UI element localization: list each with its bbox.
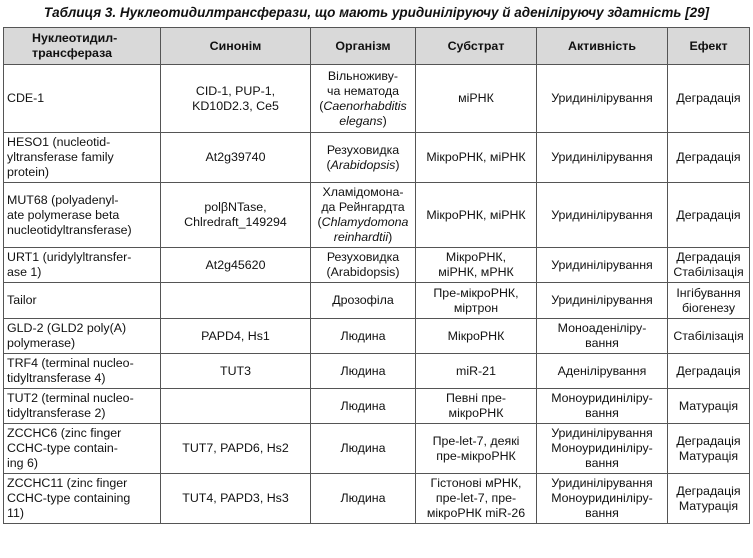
cell-line: tidyltransferase 2) [7, 406, 106, 420]
cell-line: Деградація [676, 483, 741, 498]
cell-line: yltransferase family [7, 150, 114, 164]
cell-line: біогенезу [681, 300, 736, 315]
cell-line: TRF4 (terminal nucleo- [7, 356, 134, 370]
cell-organism [311, 474, 416, 524]
cell-line: Резуховидка [326, 142, 400, 157]
cell-synonym [161, 319, 311, 354]
cell-line: Інгібування [676, 285, 741, 300]
table-caption: Таблиця 3. Нуклеотидилтрансферази, що мають уридинілірyючу й аденілірyючу здатність [29] [43, 5, 710, 20]
cell-line: HESO1 (nucleotid- [7, 135, 111, 149]
cell-line: МікроРНК, [445, 250, 507, 264]
cell-line: Людина [340, 363, 386, 378]
cell-line: Людина [340, 328, 386, 343]
cell-enzyme [4, 65, 161, 133]
cell-line: міртрон [453, 300, 499, 315]
cell-line: GLD-2 (GLD2 poly(A) [7, 321, 127, 335]
cell-synonym [161, 389, 311, 424]
cell-activity [537, 354, 668, 389]
cell-line: Матурація [678, 448, 739, 463]
table-row [4, 65, 750, 133]
cell-line: ZCCHC11 (zinc finger [7, 476, 128, 490]
cell-enzyme [4, 283, 161, 319]
cell-synonym [161, 65, 311, 133]
table-row [4, 133, 750, 183]
cell-line: міРНК, мРНК [438, 265, 514, 279]
cell-line: ase 1) [7, 265, 42, 279]
cell-organism [311, 248, 416, 283]
cell-activity [537, 65, 668, 133]
cell-line: Стабілізація [673, 265, 744, 279]
cell-organism [311, 354, 416, 389]
cell-enzyme [4, 183, 161, 248]
cell-synonym [161, 133, 311, 183]
cell-substrate [416, 183, 537, 248]
cell-substrate [416, 133, 537, 183]
nucleotidyltransferase-table [3, 27, 750, 524]
cell-effect [668, 65, 750, 133]
cell-enzyme [4, 133, 161, 183]
cell-activity [537, 474, 668, 524]
cell-line: Хламідомона- [322, 185, 404, 199]
cell-line: Пре-мікроРНК, [433, 285, 519, 300]
header-enzyme [4, 28, 161, 65]
cell-activity [537, 183, 668, 248]
cell-line: Уридинілірування [551, 207, 653, 222]
cell-line: вання [585, 406, 619, 420]
table-row [4, 319, 750, 354]
cell-line: вання [585, 506, 619, 520]
cell-activity [537, 424, 668, 474]
cell-substrate [416, 424, 537, 474]
cell-line: ) [382, 113, 387, 128]
cell-organism [311, 424, 416, 474]
cell-line: Уридинілірування [551, 91, 653, 105]
cell-line: вання [585, 456, 619, 470]
cell-organism [311, 319, 416, 354]
header-effect: Ефект [668, 28, 750, 65]
cell-organism [311, 133, 416, 183]
cell-line: Матурація [678, 498, 739, 513]
cell-substrate [416, 474, 537, 524]
cell-line: Гістонові мРНК, [430, 476, 522, 490]
cell-line: да Рейнгардта [321, 200, 405, 214]
cell-substrate [416, 319, 537, 354]
cell-line: Уридинілірування [551, 476, 653, 490]
cell-substrate [416, 389, 537, 424]
table-row [4, 424, 750, 474]
cell-line: PAPD4, Hs1 [201, 328, 270, 343]
cell-line: МікроРНК, міРНК [426, 207, 526, 222]
cell-line: Деградація [676, 91, 741, 105]
cell-enzyme [4, 474, 161, 524]
cell-line: пре-let-7, пре- [435, 491, 517, 505]
cell-line: ( [317, 215, 322, 229]
cell-effect [668, 474, 750, 524]
cell-line: Chlamydomona [321, 215, 409, 229]
cell-line: Резуховидка [326, 250, 400, 264]
cell-line: TUT3 [220, 363, 251, 378]
cell-synonym [161, 183, 311, 248]
cell-line: TUT2 (terminal nucleo- [7, 391, 134, 405]
cell-synonym [161, 248, 311, 283]
cell-effect [668, 283, 750, 319]
header-activity: Активність [537, 28, 668, 65]
cell-line: CDE-1 [7, 91, 45, 105]
cell-line: Деградація [676, 207, 741, 222]
cell-enzyme [4, 389, 161, 424]
cell-line: tidyltransferase 4) [7, 371, 106, 385]
cell-line: Людина [340, 441, 386, 455]
cell-synonym [161, 424, 311, 474]
cell-line: URT1 (uridylyltransfer- [7, 250, 132, 264]
cell-activity [537, 133, 668, 183]
cell-line: ) [395, 157, 400, 172]
cell-line: Моноуридиніліру- [551, 491, 653, 505]
cell-line: (Arabidopsis) [326, 265, 400, 279]
table-body [4, 65, 750, 524]
cell-organism [311, 65, 416, 133]
cell-line: ( [319, 98, 324, 113]
cell-line: Моноуридиніліру- [551, 391, 653, 405]
cell-line: nucleotidyltransferase) [7, 222, 132, 237]
cell-effect [668, 389, 750, 424]
header-organism: Організм [311, 28, 416, 65]
cell-substrate [416, 283, 537, 319]
cell-line: Пре-let-7, деякі [432, 433, 520, 448]
cell-line: CCHC-type contain- [7, 441, 118, 455]
cell-line: Уридинілірування [551, 293, 653, 307]
cell-line: Chlredraft_149294 [184, 215, 287, 229]
cell-effect [668, 183, 750, 248]
cell-line: Деградація [676, 250, 741, 264]
cell-synonym [161, 474, 311, 524]
cell-line: Людина [340, 491, 386, 505]
table-row [4, 389, 750, 424]
cell-effect [668, 424, 750, 474]
cell-line: CID-1, PUP-1, [195, 83, 276, 98]
cell-line: МікроРНК, міРНК [426, 150, 526, 164]
cell-line: elegans [339, 113, 383, 128]
cell-line: polβNTase, [204, 200, 267, 214]
cell-enzyme [4, 354, 161, 389]
cell-enzyme [4, 319, 161, 354]
cell-effect [668, 319, 750, 354]
cell-line: Людина [340, 398, 386, 413]
table-row [4, 474, 750, 524]
cell-substrate [416, 65, 537, 133]
cell-line: Деградація [676, 150, 741, 164]
cell-enzyme [4, 424, 161, 474]
cell-line: miR-21 [456, 363, 496, 378]
cell-line: Уридинілірування [551, 257, 653, 272]
cell-organism [311, 283, 416, 319]
cell-line: TUT4, PAPD3, Hs3 [182, 491, 289, 505]
cell-line: Дрозофіла [332, 293, 394, 307]
cell-line: ) [388, 230, 393, 244]
cell-line: protein) [7, 165, 50, 179]
cell-line: At2g39740 [205, 150, 266, 164]
header-row [4, 28, 750, 65]
cell-line: Матурація [678, 398, 739, 413]
cell-substrate [416, 248, 537, 283]
table-row [4, 183, 750, 248]
header-synonym: Синонім [161, 28, 311, 65]
cell-line: Аденілірування [557, 363, 647, 378]
cell-line: міРНК [458, 91, 494, 105]
cell-line: Певні пре- [445, 391, 507, 405]
cell-activity [537, 248, 668, 283]
cell-line: TUT7, PAPD6, Hs2 [182, 441, 289, 455]
cell-line: ча нематода [327, 83, 399, 98]
cell-line: KD10D2.3, Ce5 [192, 98, 279, 113]
header-enzyme-line-2: трансфераза [32, 46, 112, 60]
cell-effect [668, 133, 750, 183]
header-substrate: Субстрат [416, 28, 537, 65]
cell-line: Стабілізація [673, 328, 744, 343]
cell-line: ZCCHC6 (zinc finger [7, 426, 122, 440]
cell-line: Деградація [676, 363, 741, 378]
cell-line: Уридинілірування [551, 426, 653, 440]
cell-activity [537, 389, 668, 424]
cell-line: вання [585, 336, 619, 350]
cell-line: polymerase) [7, 336, 76, 350]
table-row [4, 354, 750, 389]
cell-line: 11) [7, 506, 24, 520]
cell-synonym [161, 283, 311, 319]
cell-line: мікроРНК miR-26 [426, 506, 526, 520]
cell-substrate [416, 354, 537, 389]
cell-line: ( [326, 157, 331, 172]
cell-line: Tailor [7, 293, 37, 307]
cell-effect [668, 354, 750, 389]
cell-effect [668, 248, 750, 283]
cell-line: Деградація [676, 433, 741, 448]
cell-activity [537, 319, 668, 354]
cell-line: Уридинілірування [551, 150, 653, 164]
header-enzyme-line-1: Нуклеотидил- [32, 31, 118, 45]
cell-line: Arabidopsis [330, 157, 396, 172]
cell-organism [311, 183, 416, 248]
cell-line: reinhardtii [333, 230, 389, 244]
cell-line: МікроРНК [447, 328, 505, 343]
cell-line: MUT68 (polyadenyl- [7, 192, 119, 207]
cell-enzyme [4, 248, 161, 283]
table-row [4, 248, 750, 283]
cell-line: CCHC-type containing [7, 491, 131, 505]
cell-line: ate polymerase beta [7, 207, 120, 222]
cell-activity [537, 283, 668, 319]
cell-line: At2g45620 [205, 257, 266, 272]
cell-organism [311, 389, 416, 424]
cell-line: Вільноживу- [327, 68, 399, 83]
cell-synonym [161, 354, 311, 389]
cell-line: Caenorhabditis [323, 98, 407, 113]
cell-line: мікроРНК [448, 406, 504, 420]
cell-line: Моноуридиніліру- [551, 441, 653, 455]
table-row [4, 283, 750, 319]
cell-line: пре-мікроРНК [436, 448, 516, 463]
cell-line: Моноаденіліру- [557, 321, 647, 335]
cell-line: ing 6) [7, 456, 38, 470]
